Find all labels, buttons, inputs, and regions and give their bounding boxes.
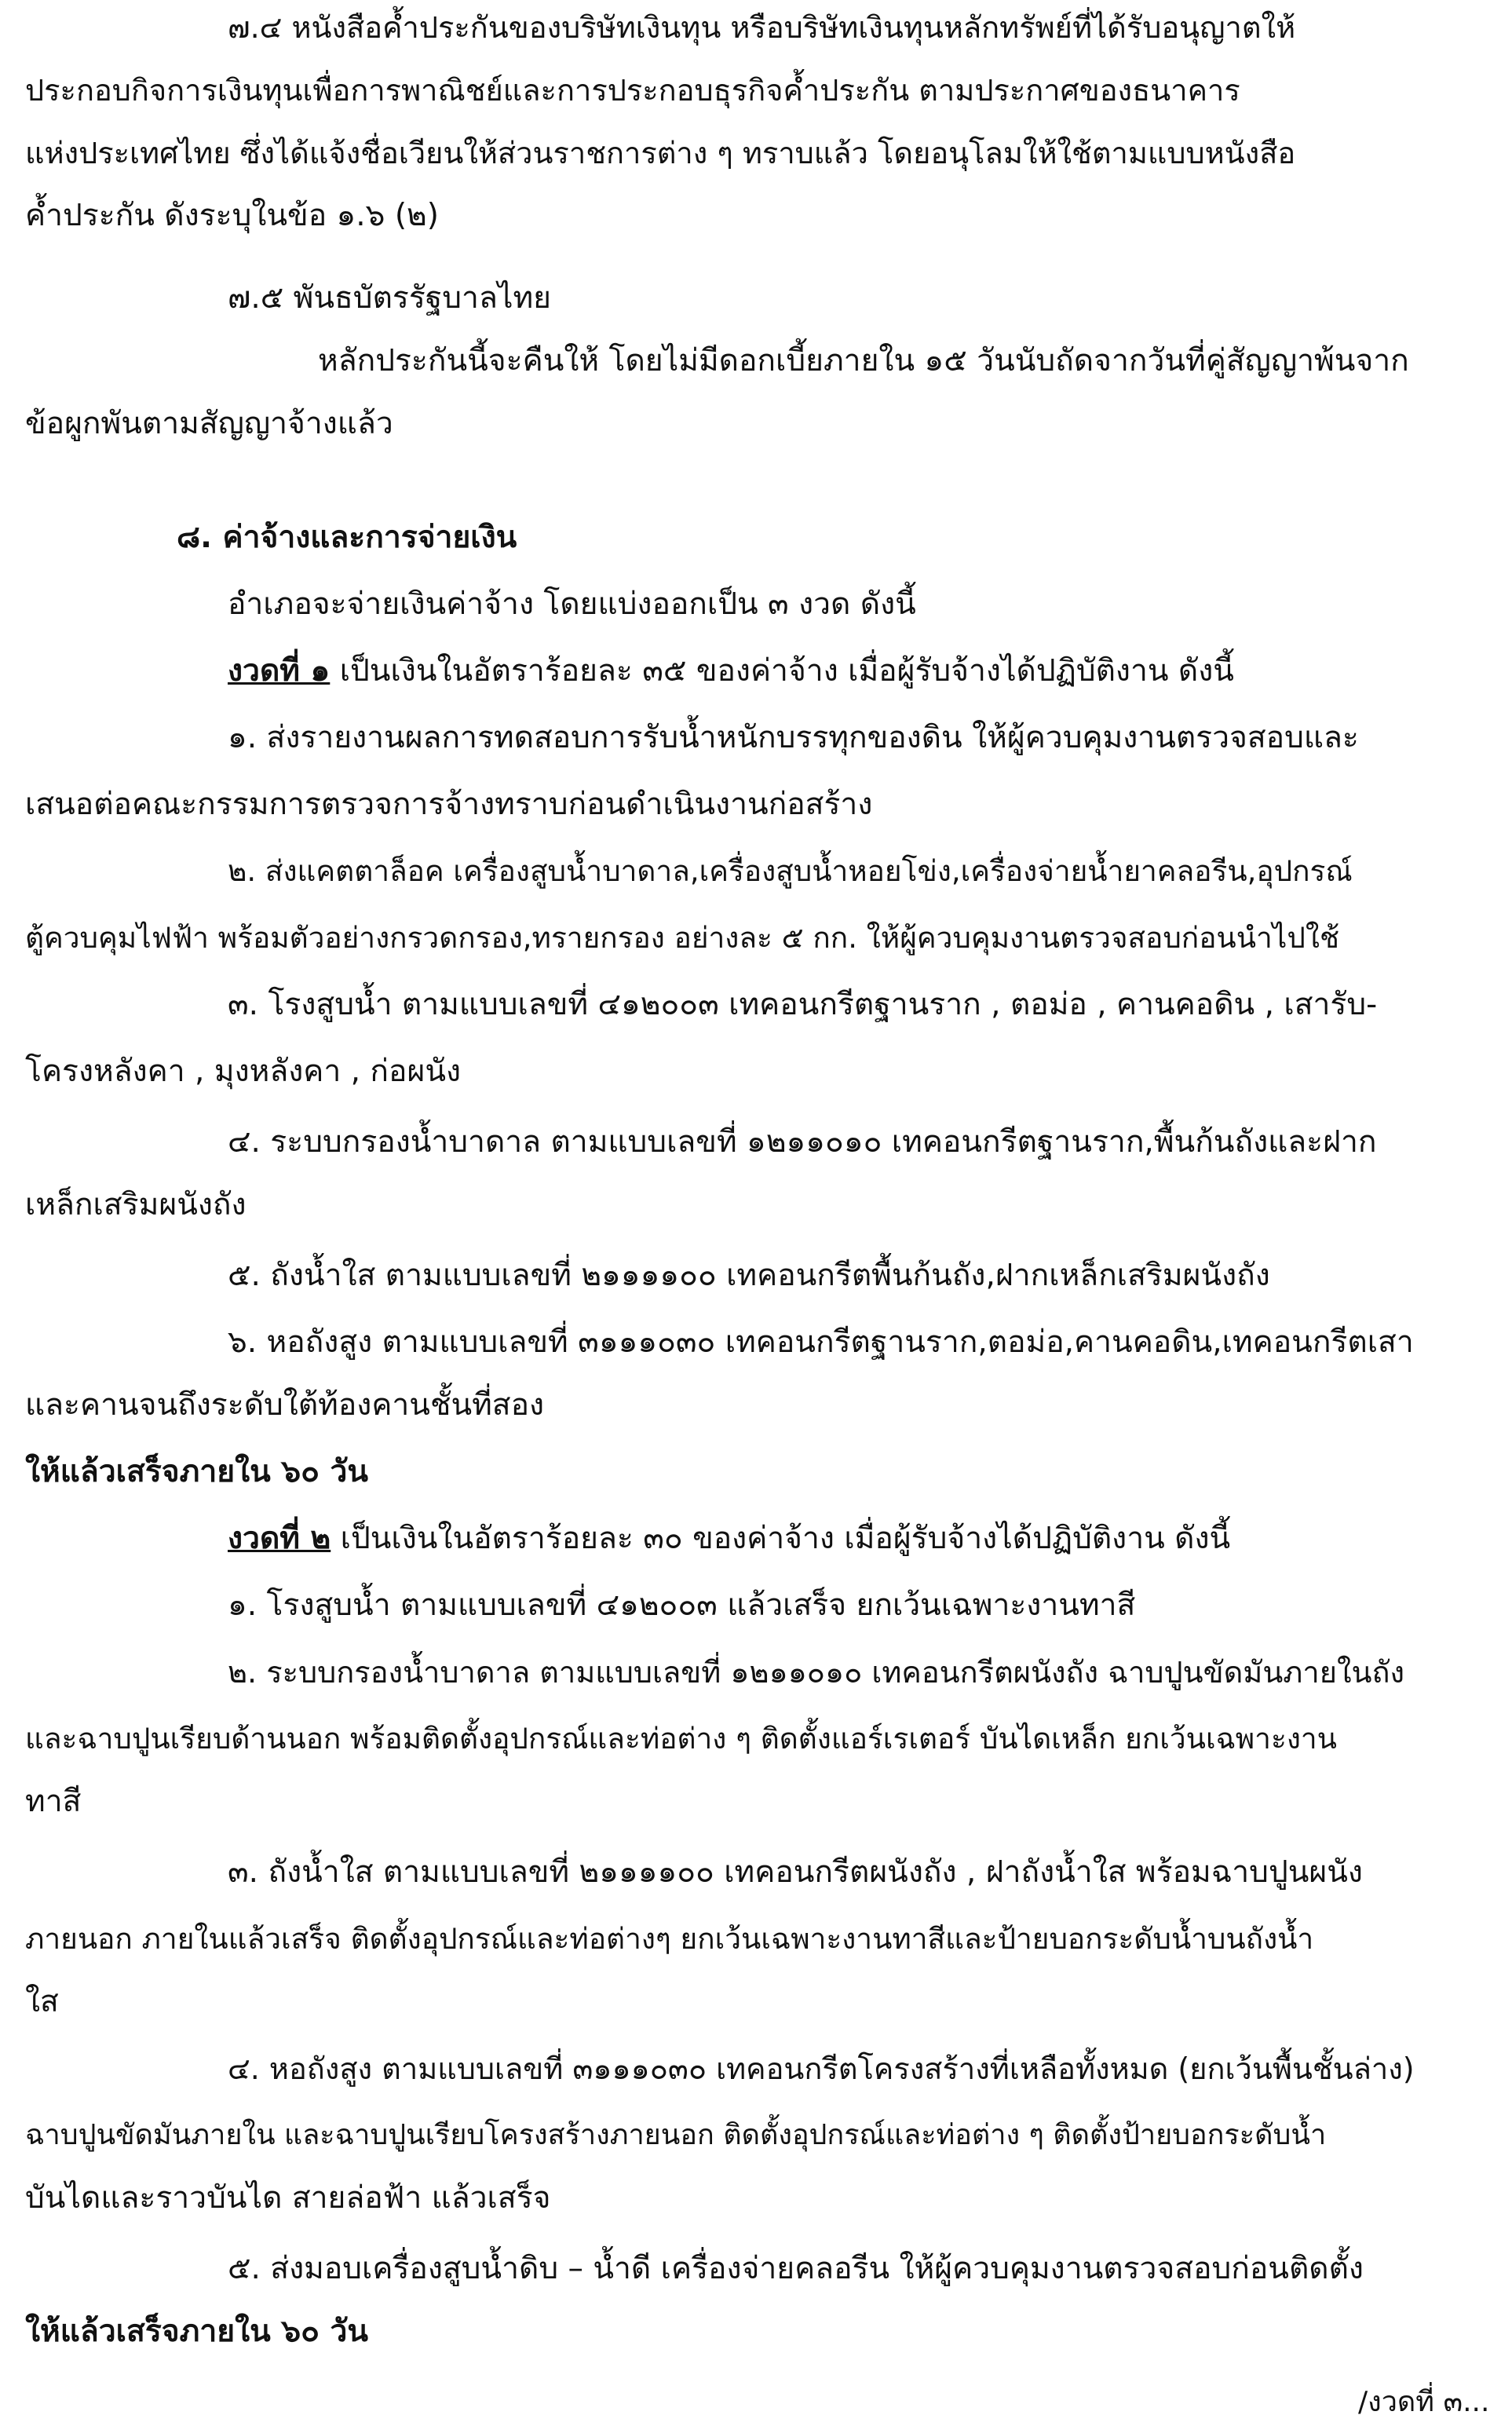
list-item: ๑. ส่งรายงานผลการทดสอบการรับน้ำหนักบรรทุกของดิน ให้ผู้ควบคุมงานตรวจสอบและ <box>228 720 1359 755</box>
text-line-continued: ฉาบปูนขัดมันภายใน และฉาบปูนเรียบโครงสร้างภายนอก ติดตั้งอุปกรณ์และท่อต่าง ๆ ติดตั้งป้ายบอกระดับน้ำ <box>25 2119 1327 2151</box>
installment-1-heading <box>228 648 1234 695</box>
text-line-installments: อำเภอจะจ่ายเงินค่าจ้าง โดยแบ่งออกเป็น ๓ งวด ดังนี้ <box>228 586 916 622</box>
list-item: ๔. หอถังสูง ตามแบบเลขที่ ๓๑๑๑๐๓๐ เทคอนกรีตโครงสร้างที่เหลือทั้งหมด (ยกเว้นพื้นชั้นล่าง) <box>228 2052 1415 2086</box>
continuation-marker: /งวดที่ ๓... <box>1358 2386 1490 2418</box>
text-line-continued: โครงหลังคา , มุงหลังคา , ก่อผนัง <box>25 1054 462 1089</box>
text-line-continued: ภายนอก ภายในแล้วเสร็จ ติดตั้งอุปกรณ์และท่อต่างๆ ยกเว้นเฉพาะงานทาสีและป้ายบอกระดับน้ำบนถังน้ำ <box>25 1922 1314 1956</box>
text-line-continued: และฉาบปูนเรียบด้านนอก พร้อมติดตั้งอุปกรณ์และท่อต่าง ๆ ติดตั้งแอร์เรเตอร์ บันไดเหล็ก ยกเว้นเฉพาะงาน <box>25 1722 1337 1756</box>
text-line-7-4: ๗.๔ หนังสือค้ำประกันของบริษัทเงินทุน หรือบริษัทเงินทุนหลักทรัพย์ที่ได้รับอนุญาตให้ <box>228 10 1296 45</box>
text-line-continued: ประกอบกิจการเงินทุนเพื่อการพาณิชย์และการประกอบธุรกิจค้ำประกัน ตามประกาศของธนาคาร <box>25 73 1240 108</box>
installment-2-text: เป็นเงินในอัตราร้อยละ ๓๐ ของค่าจ้าง เมื่อผู้รับจ้างได้ปฏิบัติงาน ดังนี้ <box>331 1521 1231 1556</box>
list-item: ๕. ถังน้ำใส ตามแบบเลขที่ ๒๑๑๑๑๐๐ เทคอนกรีตพื้นก้นถัง,ฝากเหล็กเสริมผนังถัง <box>228 1258 1270 1293</box>
list-item: ๓. โรงสูบน้ำ ตามแบบเลขที่ ๔๑๒๐๐๓ เทคอนกรีตฐานราก , ตอม่อ , คานคอดิน , เสารับ- <box>228 987 1378 1022</box>
list-item: ๒. ส่งแคตตาล็อค เครื่องสูบน้ำบาดาล,เครื่องสูบน้ำหอยโข่ง,เครื่องจ่ายน้ำยาคลอรีน,อุปกรณ์ <box>228 854 1353 888</box>
text-line-continued: และคานจนถึงระดับใต้ท้องคานชั้นที่สอง <box>25 1387 545 1423</box>
text-line-continued: แห่งประเทศไทย ซึ่งได้แจ้งชื่อเวียนให้ส่วนราชการต่าง ๆ ทราบแล้ว โดยอนุโลมให้ใช้ตามแบบหนังสือ <box>25 136 1296 170</box>
list-item: ๒. ระบบกรองน้ำบาดาล ตามแบบเลขที่ ๑๒๑๑๐๑๐ เทคอนกรีตผนังถัง ฉาบปูนขัดมันภายในถัง <box>228 1655 1405 1690</box>
list-item: ๓. ถังน้ำใส ตามแบบเลขที่ ๒๑๑๑๑๐๐ เทคอนกรีตผนังถัง , ฝาถังน้ำใส พร้อมฉาบปูนผนัง <box>228 1854 1363 1890</box>
installment-1-label: งวดที่ ๑ <box>228 653 331 689</box>
installment-2-label: งวดที่ ๒ <box>228 1521 331 1556</box>
section-heading-payment: ๘. ค่าจ้างและการจ่ายเงิน <box>177 520 517 555</box>
deadline-installment-1: ให้แล้วเสร็จภายใน ๖๐ วัน <box>25 1454 369 1489</box>
list-item: ๖. หอถังสูง ตามแบบเลขที่ ๓๑๑๑๐๓๐ เทคอนกรีตฐานราก,ตอม่อ,คานคอดิน,เทคอนกรีตเสา <box>228 1324 1414 1360</box>
deadline-installment-2: ให้แล้วเสร็จภายใน ๖๐ วัน <box>25 2314 369 2349</box>
list-item: ๑. โรงสูบน้ำ ตามแบบเลขที่ ๔๑๒๐๐๓ แล้วเสร็จ ยกเว้นเฉพาะงานทาสี <box>228 1587 1136 1623</box>
text-line-guarantee-return: หลักประกันนี้จะคืนให้ โดยไม่มีดอกเบี้ยภายใน ๑๕ วันนับถัดจากวันที่คู่สัญญาพ้นจาก <box>318 343 1409 378</box>
list-item: ๔. ระบบกรองน้ำบาดาล ตามแบบเลขที่ ๑๒๑๑๐๑๐ เทคอนกรีตฐานราก,พื้นก้นถังและฝาก <box>228 1124 1377 1160</box>
text-line-7-5: ๗.๕ พันธบัตรรัฐบาลไทย <box>228 280 552 316</box>
text-line-continued: ตู้ควบคุมไฟฟ้า พร้อมตัวอย่างกรวดกรอง,ทรายกรอง อย่างละ ๕ กก. ให้ผู้ควบคุมงานตรวจสอบก่อนนำไปใช้ <box>25 921 1340 955</box>
text-line-continued: ค้ำประกัน ดังระบุในข้อ ๑.๖ (๒) <box>25 198 439 233</box>
text-line-continued: เสนอต่อคณะกรรมการตรวจการจ้างทราบก่อนดำเนินงานก่อสร้าง <box>25 787 873 822</box>
text-line-continued: บันไดและราวบันได สายล่อฟ้า แล้วเสร็จ <box>25 2180 551 2216</box>
text-line-continued: ทาสี <box>25 1784 82 1819</box>
text-line-continued: ใส <box>25 1984 59 2019</box>
text-line-continued: เหล็กเสริมผนังถัง <box>25 1187 247 1222</box>
text-line-continued: ข้อผูกพันตามสัญญาจ้างแล้ว <box>25 406 393 441</box>
installment-2-heading <box>228 1515 1230 1562</box>
installment-1-text: เป็นเงินในอัตราร้อยละ ๓๕ ของค่าจ้าง เมื่อผู้รับจ้างได้ปฏิบัติงาน ดังนี้ <box>330 653 1234 689</box>
list-item: ๕. ส่งมอบเครื่องสูบน้ำดิบ – น้ำดี เครื่องจ่ายคลอรีน ให้ผู้ควบคุมงานตรวจสอบก่อนติดตั้ง <box>228 2251 1364 2286</box>
